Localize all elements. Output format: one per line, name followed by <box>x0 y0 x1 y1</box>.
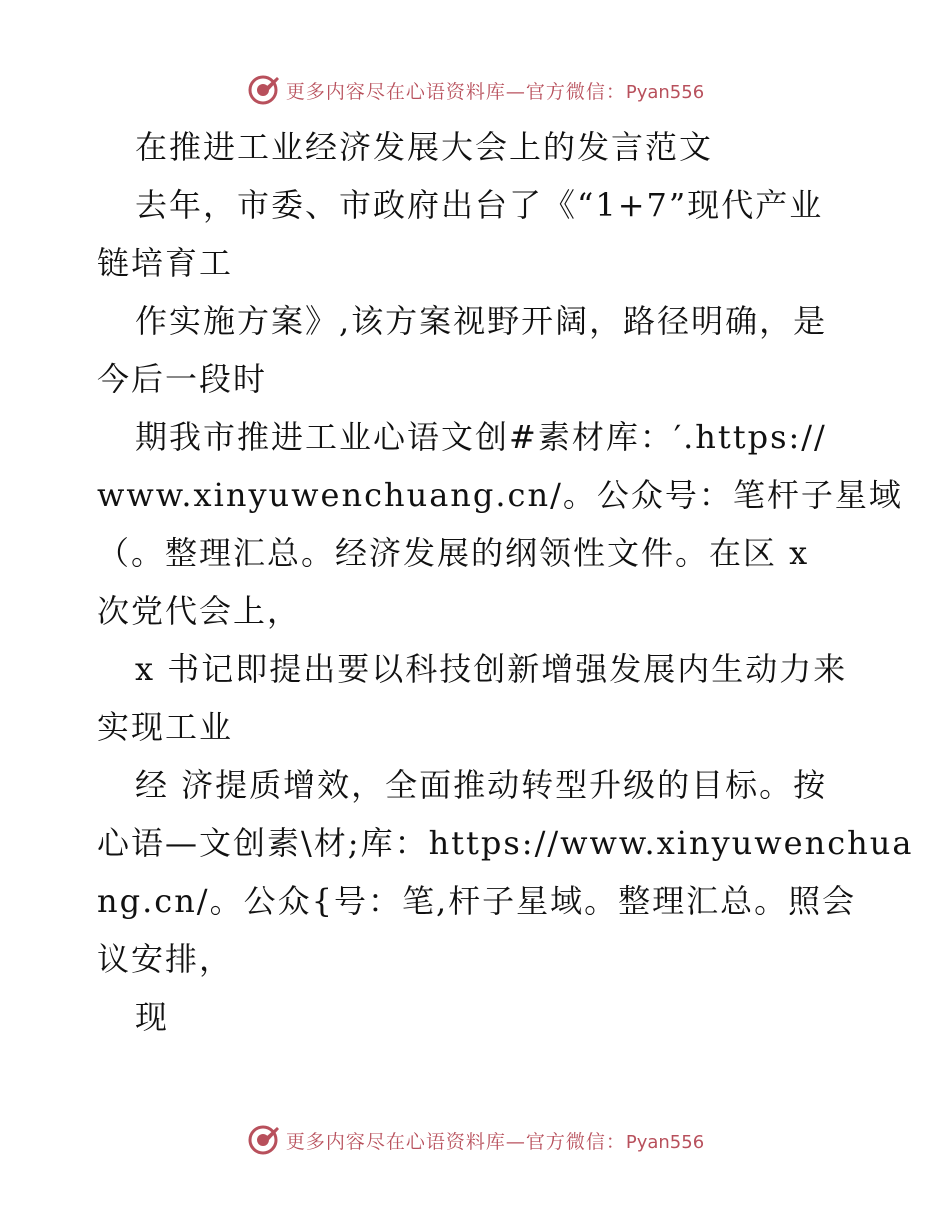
banner-text: 更多内容尽在心语资料库—官方微信：Pyan556 <box>285 1130 705 1153</box>
brand-logo-icon <box>246 1123 280 1157</box>
paragraph-line: 现 <box>135 998 170 1036</box>
paragraph-line: 作实施方案》,该方案视野开阔，路径明确，是 <box>135 302 828 340</box>
paragraph-line: www.xinyuwenchuang.cn/。公众号：笔杆子星域 <box>97 476 903 514</box>
paragraph-line: ng.cn/。公众{号：笔,杆子星域。整理汇总。照会 <box>97 882 857 920</box>
header-banner <box>0 70 950 110</box>
document-body <box>97 118 914 1046</box>
paragraph-line: （。整理汇总。经济发展的纲领性文件。在区 x <box>97 534 810 572</box>
paragraph-line: 去年，市委、市政府出台了《“1+7”现代产业 <box>135 186 824 224</box>
paragraph-line: x 书记即提出要以科技创新增强发展内生动力来 <box>135 650 848 688</box>
paragraph-line: 期我市推进工业心语文创#素材库：′.https:// <box>135 418 827 456</box>
paragraph-line: 议安排， <box>97 940 234 978</box>
document-title: 在推进工业经济发展大会上的发言范文 <box>135 128 714 166</box>
footer-banner <box>0 1120 950 1160</box>
paragraph-line: 心语—文创素\材;库：https://www.xinyuwenchua <box>97 824 914 862</box>
paragraph-line: 经 济提质增效，全面推动转型升级的目标。按 <box>135 766 828 804</box>
brand-logo-icon <box>246 73 280 107</box>
paragraph-line: 链培育工 <box>97 244 234 282</box>
paragraph-line: 实现工业 <box>97 708 234 746</box>
paragraph-line: 次党代会上， <box>97 592 302 630</box>
paragraph-line: 今后一段时 <box>97 360 268 398</box>
banner-text: 更多内容尽在心语资料库—官方微信：Pyan556 <box>285 80 705 103</box>
